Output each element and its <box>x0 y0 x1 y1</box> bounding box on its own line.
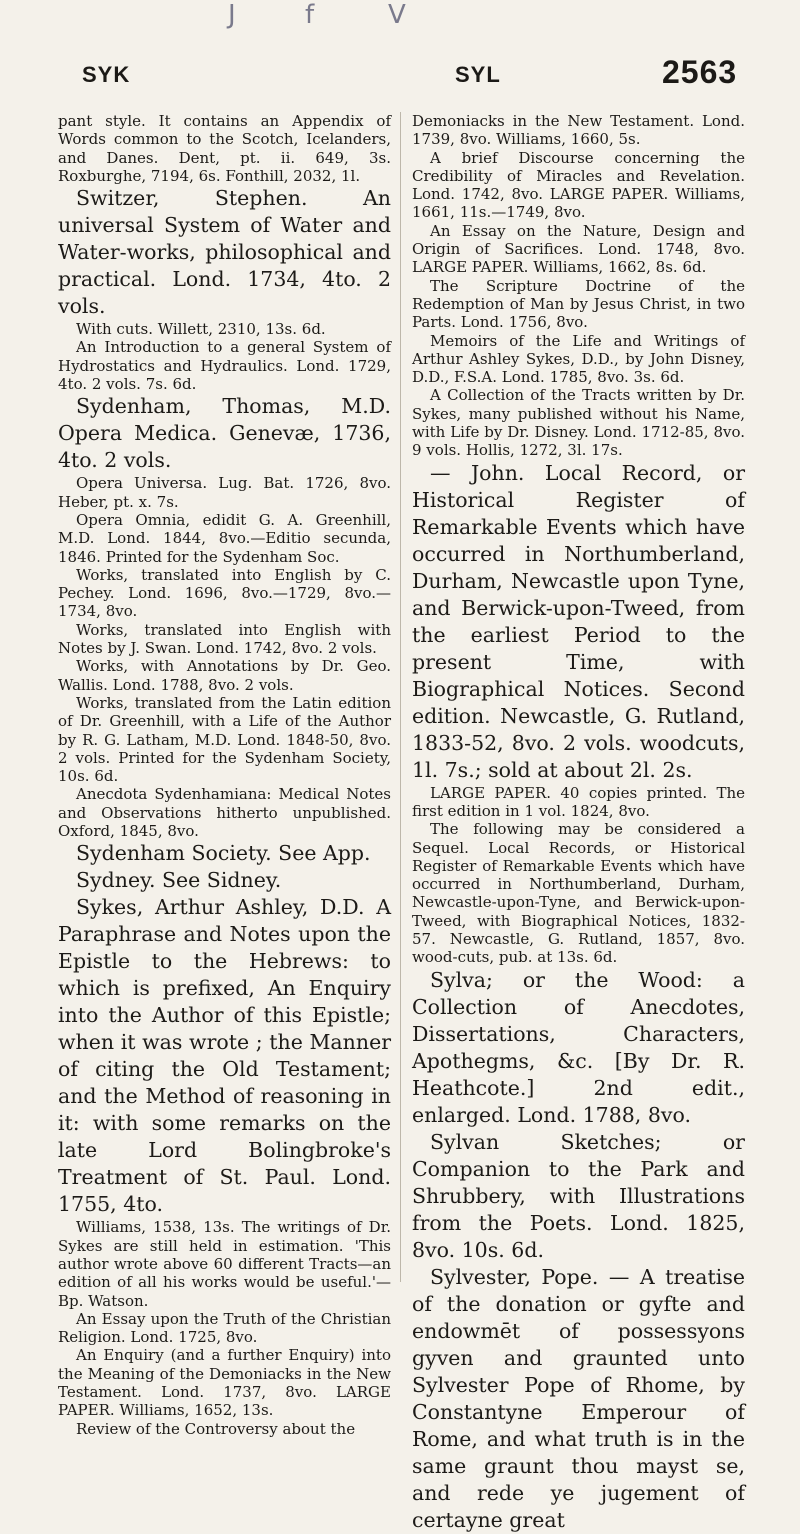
entry-text: Thomas, M.D. Opera Medica. Genevæ, 1736, 4to. 2 vols. <box>58 394 391 473</box>
catalog-entry <box>412 222 745 277</box>
catalog-entry <box>58 320 391 338</box>
entry-text: An Enquiry (and a further Enquiry) into the Meaning of the Demoniacks in the New Testament. Lond. 1737, 8vo. LARGE PAPER. Williams, 1652, 13s. <box>58 1346 391 1420</box>
entry-text: Opera Omnia, edidit G. A. Greenhill, M.D. Lond. 1844, 8vo.—Editio secunda, 1846. Printed for the Sydenham Soc. <box>58 510 391 566</box>
entry-heading: Switzer, <box>76 186 160 211</box>
entry-text: LARGE PAPER. 40 copies printed. The first edition in 1 vol. 1824, 8vo. <box>412 783 745 820</box>
entry-text: An Introduction to a general System of Hydrostatics and Hydraulics. Lond. 1729, 4to. 2 vols. 7s. 6d. <box>58 338 391 394</box>
catalog-entry <box>412 820 745 966</box>
entry-text: See App. <box>271 841 371 866</box>
catalog-entry <box>412 386 745 459</box>
catalog-entry <box>58 657 391 694</box>
catalog-entry <box>412 1264 745 1534</box>
catalog-entry <box>412 784 745 821</box>
catalog-entry <box>58 1346 391 1419</box>
catalog-entry <box>58 840 391 867</box>
catalog-entry <box>58 338 391 393</box>
entry-heading: Sydenham, <box>76 394 192 419</box>
entry-text: See Sidney. <box>155 868 282 893</box>
entry-text: Arthur Ashley, D.D. A Paraphrase and Notes upon the Epistle to the Hebrews: to which is prefixed, An Enquiry into the Author of this Epistle; when it was wrote ; the Manner of citing the Old Testament; and the Method of reasoning in it: with some remarks on the late Lord Bolingbroke's Treatment of St. Paul. Lond. 1755, 4to. <box>58 895 391 1217</box>
entry-text: Demoniacks in the New Testament. Lond. 1739, 8vo. Williams, 1660, 5s. <box>412 112 745 149</box>
entry-text: A brief Discourse concerning the Credibility of Miracles and Revelation. Lond. 1742, 8vo. LARGE PAPER. Williams, 1661, 11s.—1749, 8vo. <box>412 148 745 222</box>
entry-text: Anecdota Sydenhamiana: Medical Notes and Observations hitherto unpublished. Oxford, 1845, 8vo. <box>58 785 391 841</box>
entry-text: Works, translated from the Latin edition of Dr. Greenhill, with a Life of the Author by R. G. Latham, M.D. Lond. 1848-50, 8vo. 2 vols. Printed for the Sydenham Society, 10s. 6d. <box>58 693 391 786</box>
entry-text: Works, with Annotations by Dr. Geo. Wallis. Lond. 1788, 8vo. 2 vols. <box>58 657 391 694</box>
entry-text: Review of the Controversy about the <box>76 1419 356 1438</box>
entry-text: Williams, 1538, 13s. The writings of Dr. Sykes are still held in estimation. 'This author wrote above 60 different Tracts—an edition of all his works would be useful.'—Bp. Watson. <box>58 1218 391 1310</box>
column-divider <box>400 112 401 1282</box>
entry-heading: — John. <box>430 460 525 485</box>
entry-text: or Companion to the Park and Shrubbery, with Illustrations from the Poets. Lond. 1825, 8vo. 10s. 6d. <box>412 1129 745 1262</box>
entry-text: Memoirs of the Life and Writings of Arthur Ashley Sykes, D.D., by John Disney, D.D., F.S.A. Lond. 1785, 8vo. 3s. 6d. <box>412 331 745 387</box>
catalog-entry <box>58 1420 391 1438</box>
catalog-entry <box>58 566 391 621</box>
entry-text: or the Wood: a Collection of Anecdotes, Dissertations, Characters, Apothegms, &c. [By Dr. R. Heathcote.] 2nd edit., enlarged. Lond. 1788, 8vo. <box>412 967 745 1127</box>
catalog-entry <box>58 393 391 474</box>
entry-text: An Essay on the Nature, Design and Origin of Sacrifices. Lond. 1748, 8vo. LARGE PAPER. Williams, 1662, 8s. 6d. <box>412 221 745 277</box>
entry-text: Opera Universa. Lug. Bat. 1726, 8vo. Heber, pt. x. 7s. <box>58 474 391 511</box>
margin-mark-3: V <box>388 0 406 30</box>
entry-heading: Sydenham Society. <box>76 841 272 866</box>
running-head-right: SYL <box>455 62 501 87</box>
margin-mark-1: J <box>228 0 236 30</box>
entry-text: With cuts. Willett, 2310, 13s. 6d. <box>76 320 326 339</box>
entry-text: Works, translated into English by C. Pechey. Lond. 1696, 8vo.—1729, 8vo.—1734, 8vo. <box>58 565 391 621</box>
entry-text: Local Record, or Historical Register of Remarkable Events which have occurred in Northumberland, Durham, Newcastle upon Tyne, and Berwick-upon-Tweed, from the earliest Period to the present Time, with Biographical Notices. Second edition. Newcastle, G. Rutland, 1833-52, 8vo. 2 vols. woodcuts, 1l. 7s.; sold at about 2l. 2s. <box>412 460 746 782</box>
entry-text: A Collection of the Tracts written by Dr. Sykes, many published without his Name, with Life by Dr. Disney. Lond. 1712-85, 8vo. 9 vols. Hollis, 1272, 3l. 17s. <box>412 386 745 460</box>
entry-text: Stephen. An universal System of Water and Water-works, philosophical and practical. Lond. 1734, 4to. 2 vols. <box>58 186 391 319</box>
catalog-entry <box>412 149 745 222</box>
entry-text: Works, translated into English with Notes by J. Swan. Lond. 1742, 8vo. 2 vols. <box>58 620 391 658</box>
entry-text: The Scripture Doctrine of the Redemption of Man by Jesus Christ, in two Parts. Lond. 1756, 8vo. <box>412 276 745 332</box>
entry-heading: Sylvester, Pope. <box>430 1264 599 1289</box>
entry-text: pant style. It contains an Appendix of Words common to the Scotch, Icelanders, and Danes. Dent, pt. ii. 649, 3s. Roxburghe, 7194, 6s. Fonthill, 2032, 1l. <box>58 112 391 185</box>
catalog-entry <box>58 1218 391 1309</box>
catalog-entry <box>58 112 391 185</box>
entry-heading: Sykes, <box>76 895 144 920</box>
catalog-entry <box>412 332 745 387</box>
page-number: 2563 <box>662 54 738 90</box>
entry-text: An Essay upon the Truth of the Christian Religion. Lond. 1725, 8vo. <box>58 1309 391 1347</box>
catalog-entry <box>58 867 391 894</box>
entry-heading: Sylvan Sketches; <box>430 1129 662 1154</box>
entry-heading: Sylva; <box>430 967 493 992</box>
entry-text: — A treatise of the donation or gyfte and endowmēt of possessyons gyven and graunted unto Sylvester Pope of Rhome, by Constantyne Emperour of Rome, and what truth is in the same graunt thou mayst se, and rede ye jugement of certayne great <box>412 1264 745 1532</box>
right-column <box>412 112 746 1532</box>
margin-mark-2: f <box>305 0 315 30</box>
catalog-entry <box>412 460 745 784</box>
catalog-entry <box>412 967 745 1129</box>
catalog-entry <box>412 1129 745 1264</box>
catalog-entry <box>412 277 745 332</box>
catalog-entry <box>412 112 745 149</box>
catalog-entry <box>58 185 391 320</box>
running-head-left: SYK <box>82 62 131 87</box>
catalog-entry <box>58 785 391 840</box>
catalog-entry <box>58 1310 391 1347</box>
entry-heading: Sydney. <box>76 868 156 893</box>
catalog-entry <box>58 474 391 511</box>
entry-text: The following may be considered a Sequel. Local Records, or Historical Register of Remarkable Events which have occurred in Northumberland, Durham, Newcastle-upon-Tyne, and Berwick-upon-Tweed, with Biographical Notices, 1832-57. Newcastle, G. Rutland, 1857, 8vo. wood-cuts, pub. at 13s. 6d. <box>412 820 745 967</box>
page-header <box>0 0 800 110</box>
catalog-entry <box>58 894 391 1218</box>
catalog-entry <box>58 694 391 785</box>
left-column <box>58 112 391 1438</box>
catalog-entry <box>58 511 391 566</box>
catalog-entry <box>58 621 391 658</box>
